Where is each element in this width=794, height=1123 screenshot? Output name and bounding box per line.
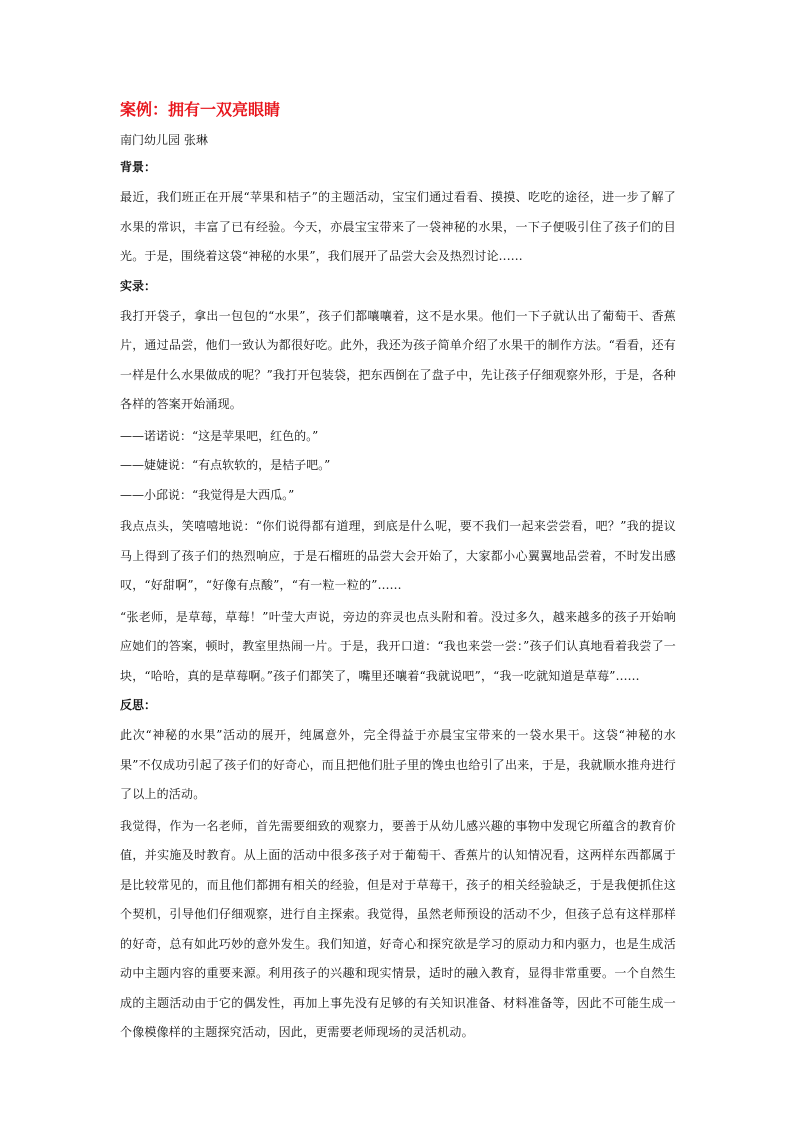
reflection-paragraph: 此次“神秘的水果”活动的展开，纯属意外，完全得益于亦晨宝宝带来的一袋水果干。这袋“神秘的水果”不仅成功引起了孩子们的好奇心，而且把他们肚子里的馋虫也给引了出来，于是，我就顺水推舟进行了以上的活动。 <box>120 728 676 801</box>
document-title: 案例：拥有一双亮眼睛 <box>120 100 281 119</box>
record-paragraph: 我打开袋子，拿出一包包的“水果”，孩子们都嚷嚷着，这不是水果。他们一下子就认出了葡萄干、香蕉片，通过品尝，他们一致认为都很好吃。此外，我还为孩子简单介绍了水果干的制作方法。“看看，还有一样是什么水果做成的呢？”我打开包装袋，把东西倒在了盘子中，先让孩子仔细观察外形，于是，各种各样的答案开始涌现。 <box>120 308 676 411</box>
reflection-paragraph: 我觉得，作为一名老师，首先需要细致的观察力，要善于从幼儿感兴趣的事物中发现它所蕴含的教育价值，并实施及时教育。从上面的活动中很多孩子对于葡萄干、香蕉片的认知情况看，这两样东西都属于是比较常见的，而且他们都拥有相关的经验，但是对于草莓干，孩子的相关经验缺乏，于是我便抓住这个契机，引导他们仔细观察，进行自主探索。我觉得，虽然老师预设的活动不少，但孩子总有这样那样的好奇，总有如此巧妙的意外发生。我们知道，好奇心和探究欲是学习的原动力和内驱力，也是生成活动中主题内容的重要来源。利用孩子的兴趣和现实情景，适时的融入教育，显得非常重要。一个自然生成的主题活动由于它的偶发性，再加上事先没有足够的有关知识准备、材料准备等，因此不可能生成一个像模像样的主题探究活动，因此，更需要老师现场的灵活机动。 <box>120 818 676 1039</box>
section-heading-background: 背景： <box>120 160 157 174</box>
quote-line: ——小邱说：“我觉得是大西瓜。” <box>120 487 295 502</box>
document-body <box>120 98 676 1050</box>
quote-line: ——诺诺说：“这是苹果吧，红色的。” <box>120 428 319 443</box>
record-paragraph: 我点点头，笑嘻嘻地说：“你们说得都有道理，到底是什么呢，要不我们一起来尝尝看，吧？”我的提议马上得到了孩子们的热烈响应，于是石榴班的品尝大会开始了，大家都小心翼翼地品尝着，不时发出感叹，“好甜啊”，“好像有点酸”，“有一粒一粒的”...... <box>120 519 676 592</box>
section-heading-reflection: 反思： <box>120 698 157 712</box>
quote-line: ——婕婕说：“有点软软的，是桔子吧。” <box>120 458 331 472</box>
background-paragraph: 最近，我们班正在开展“苹果和桔子”的主题活动，宝宝们通过看看、摸摸、吃吃的途径，进一步了解了水果的常识，丰富了已有经验。今天，亦晨宝宝带来了一袋神秘的水果，一下子便吸引住了孩子们的目光。于是，围绕着这袋“神秘的水果”，我们展开了品尝大会及热烈讨论...... <box>120 190 676 263</box>
author-line: 南门幼儿园 张琳 <box>120 133 208 147</box>
record-paragraph: “张老师，是草莓，草莓！”叶莹大声说，旁边的弈灵也点头附和着。没过多久，越来越多的孩子开始响应她们的答案，顿时，教室里热闹一片。于是，我开口道：“我也来尝一尝：”孩子们认真地看着我尝了一块，“哈哈，真的是草莓啊。”孩子们都笑了，嘴里还嚷着“我就说吧”，“我一吃就知道是草莓”...... <box>120 609 676 683</box>
section-heading-record: 实录： <box>120 278 157 293</box>
